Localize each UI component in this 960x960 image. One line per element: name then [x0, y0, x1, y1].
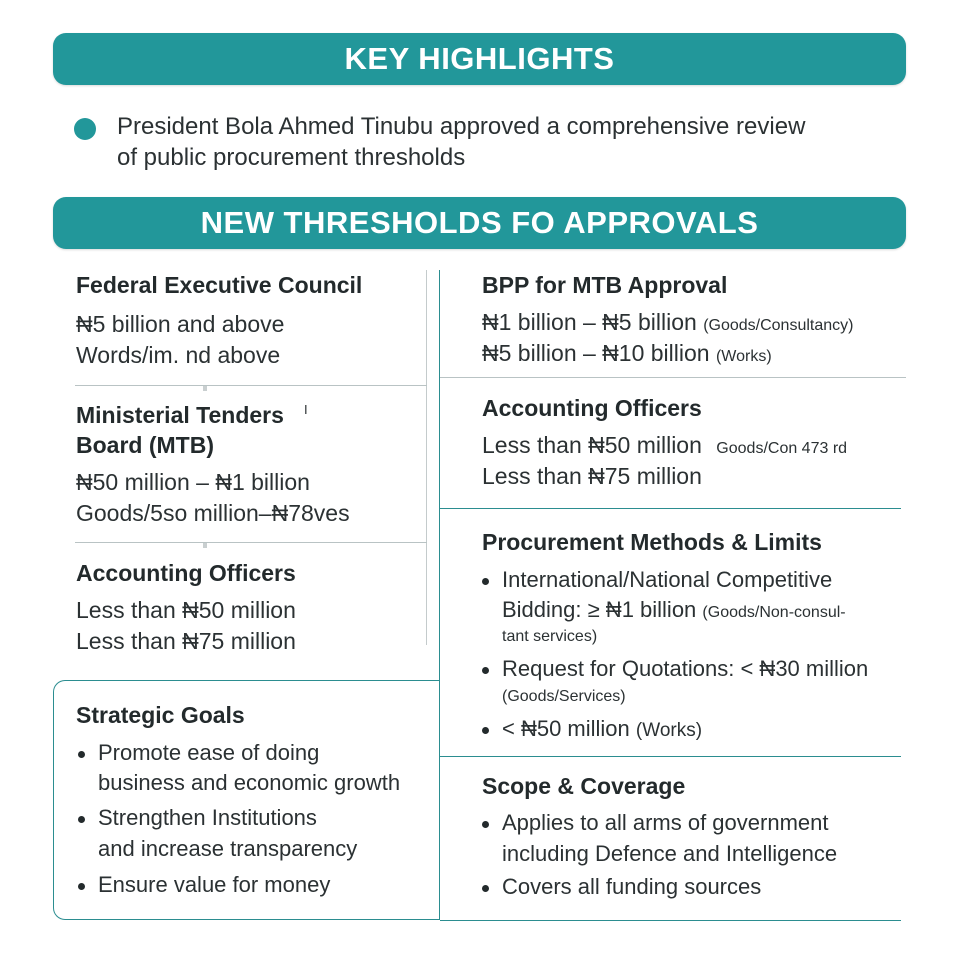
- accounting-officers-right-line-1-note: Goods/Con 473 rd: [716, 440, 848, 457]
- bpp-line-1-value: ₦1 billion – ₦5 billion: [482, 309, 697, 335]
- accounting-officers-heading-left: Accounting Officers: [76, 560, 296, 586]
- bullet-dot-icon: [74, 118, 96, 140]
- method-item-2-line-2: (Goods/Services): [502, 688, 626, 705]
- bpp-line-1-note: (Goods/Consultancy): [703, 317, 854, 334]
- bpp-heading: BPP for MTB Approval: [482, 272, 728, 298]
- intro-line-1: President Bola Ahmed Tinubu approved a comprehensive review: [117, 113, 806, 140]
- method-item-1-line-1: International/National Competitive: [502, 567, 833, 592]
- method-item-2-line-1: Request for Quotations: < ₦30 million: [502, 656, 869, 681]
- goal-item-2-line-2: and increase transparency: [98, 836, 358, 861]
- new-thresholds-banner: NEW THRESHOLDS FO APPROVALS: [53, 197, 906, 249]
- divider-notch: [203, 543, 207, 548]
- accounting-officers-left-line-2: Less than ₦75 million: [76, 628, 296, 654]
- method-item-1-value: Bidding: ≥ ₦1 billion: [502, 597, 697, 622]
- method-item-1-note: (Goods/Non-consul-: [702, 604, 846, 621]
- bpp-line-2: [482, 340, 772, 367]
- goal-item-3: Ensure value for money: [98, 872, 331, 897]
- method-item-3-value: < ₦50 million: [502, 716, 630, 741]
- divider-mtb: [75, 542, 427, 543]
- mtb-heading-line-1: Ministerial Tenders: [76, 402, 284, 428]
- strategic-goals-heading: Strategic Goals: [76, 702, 245, 728]
- divider-methods: [440, 756, 901, 757]
- mtb-line-2: Goods/5so million–₦78ves: [76, 500, 350, 526]
- scope-item-1-line-2: including Defence and Intelligence: [502, 841, 838, 866]
- divider-fec: [75, 385, 427, 386]
- intro-line-2: of public procurement thresholds: [117, 144, 466, 171]
- goal-item-1-line-2: business and economic growth: [98, 770, 401, 795]
- divider-bpp: [440, 377, 906, 378]
- column-divider-right: [439, 270, 440, 920]
- goal-item-2-line-1: Strengthen Institutions: [98, 805, 317, 830]
- column-divider-left: [426, 270, 427, 645]
- bpp-line-1: [482, 309, 853, 336]
- goal-item-1-line-1: Promote ease of doing: [98, 740, 320, 765]
- method-item-3-note: (Works): [635, 720, 703, 741]
- method-item-1-line-3: tant services): [502, 628, 598, 645]
- fec-line-2: Words/im. nd above: [76, 342, 281, 368]
- bpp-line-2-value: ₦5 billion – ₦10 billion: [482, 340, 710, 366]
- accounting-officers-heading-right: Accounting Officers: [482, 395, 702, 421]
- accounting-officers-right-line-1-value: Less than ₦50 million: [482, 432, 702, 458]
- method-item-1-line-2: [502, 597, 846, 623]
- scope-item-1-line-1: Applies to all arms of government: [502, 810, 829, 835]
- key-highlights-banner: KEY HIGHLIGHTS: [53, 33, 906, 85]
- divider-accounting-right: [440, 508, 901, 509]
- accounting-officers-right-line-1: [482, 432, 847, 459]
- divider-scope-bottom: [440, 920, 901, 921]
- mtb-heading-mark: I: [304, 402, 308, 417]
- bpp-line-2-note: (Works): [715, 348, 772, 365]
- accounting-officers-left-line-1: Less than ₦50 million: [76, 597, 296, 623]
- scope-item-2: Covers all funding sources: [502, 874, 762, 899]
- intro-text: [117, 111, 877, 173]
- accounting-officers-right-line-2: Less than ₦75 million: [482, 463, 702, 489]
- methods-heading: Procurement Methods & Limits: [482, 529, 822, 555]
- mtb-line-1: ₦50 million – ₦1 billion: [76, 469, 310, 495]
- fec-heading: Federal Executive Council: [76, 272, 363, 298]
- method-item-3: [502, 716, 702, 742]
- fec-line-1: ₦5 billion and above: [76, 311, 285, 337]
- mtb-heading-line-2: Board (MTB): [76, 432, 214, 458]
- divider-notch: [203, 386, 207, 391]
- scope-heading: Scope & Coverage: [482, 773, 686, 799]
